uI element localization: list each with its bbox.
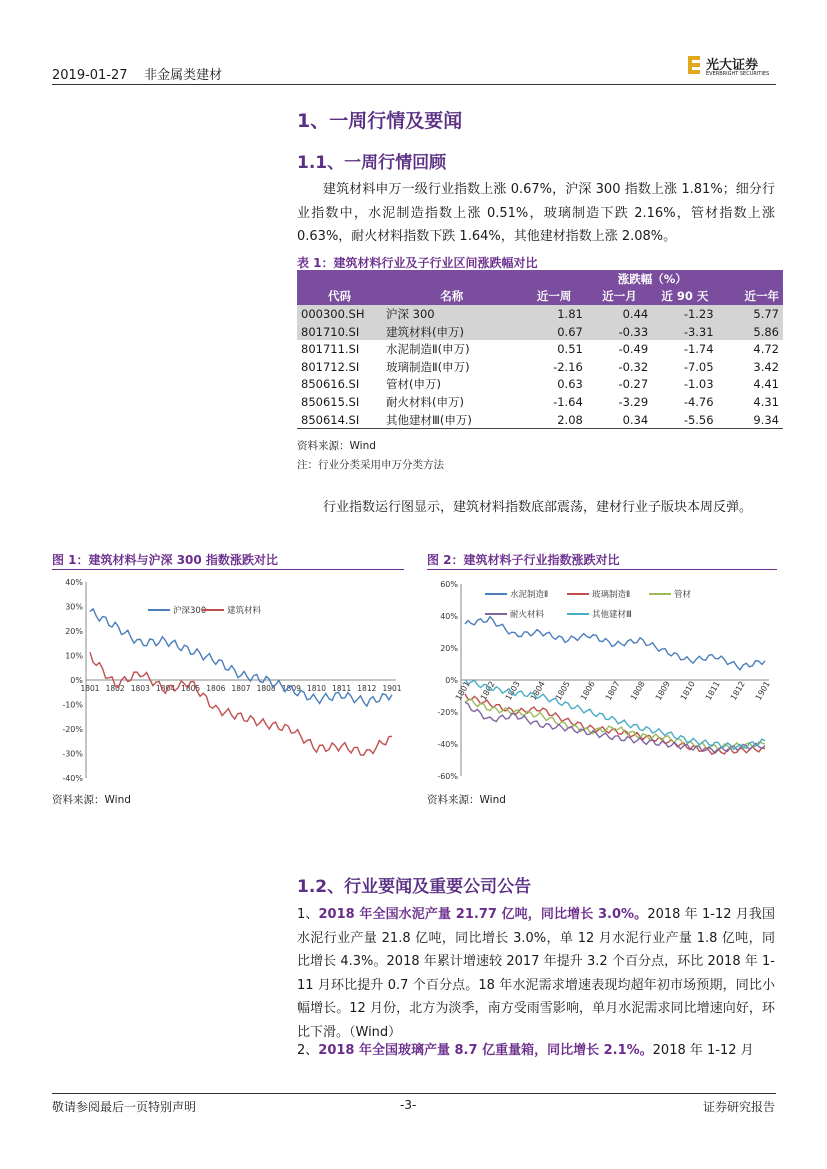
x-tick-label: 1810 (306, 684, 327, 693)
table-cell: 801712.SI (301, 359, 360, 374)
legend-label: 耐火材料 (510, 610, 545, 620)
table-cell: 5.77 (718, 305, 783, 323)
table-cell: 管材(申万) (385, 377, 441, 392)
legend-label: 玻璃制造Ⅱ (592, 590, 631, 600)
news-number: 1、 (297, 907, 319, 922)
x-tick-label: 1809 (281, 684, 301, 693)
x-tick-label: 1801 (80, 684, 100, 693)
col-header: 近一年 (718, 288, 783, 306)
y-tick-label: -10% (62, 700, 83, 710)
x-tick-label: 1803 (130, 684, 150, 693)
table-row (297, 323, 783, 341)
table-cell: 其他建材Ⅲ(申万) (382, 411, 521, 429)
table-cell: 801710.SI (297, 323, 382, 341)
y-tick-label: -20% (437, 708, 458, 717)
page-number: -3- (400, 1098, 417, 1112)
figure1-title: 图 1：建筑材料与沪深 300 指数涨跌对比 (52, 553, 278, 567)
table-cell: 850616.SI (301, 377, 360, 392)
table-cell: 0.63 (557, 377, 583, 392)
x-tick-label: 1901 (382, 684, 402, 693)
table-cell: -1.74 (683, 342, 714, 357)
series-line-1 (465, 617, 765, 670)
table-cell: 0.34 (587, 411, 652, 429)
news-headline: 2018 年全国玻璃产量 8.7 亿重量箱，同比增长 2.1%。 (318, 1043, 653, 1058)
news-item-2 (297, 1039, 775, 1063)
header-date-sector (52, 64, 222, 83)
table-row (297, 393, 783, 411)
table-cell: 沪深 300 (382, 305, 521, 323)
table-cell: 0.67 (521, 323, 586, 341)
table-cell: 4.41 (753, 377, 779, 392)
news-body: 2018 年 1-12 月我国水泥行业产量 21.8 亿吨，同比增长 3.0%，单 12 月水泥行业产量 1.8 亿吨，同比增长 4.3%。2018 年累计增速较 2017 年提升 3.2 个百分点，环比 2018 年 1-11 月环比提升 0.7 个百分点。18 年水泥需求增速表现均超年初市场预期，同比小幅增长。12 月份，北方为淡季，南方受雨雪影响，单月水泥需求同比增速向好，环比下滑。（Wind） (297, 907, 775, 1040)
legend-label: 水泥制造Ⅱ (510, 590, 549, 600)
col-header: 近一周 (521, 288, 586, 306)
x-tick-label: 1802 (105, 684, 125, 693)
figure1-source: 资料来源：Wind (52, 794, 131, 806)
header-date: 2019-01-27 (52, 68, 128, 83)
table-cell: -5.56 (652, 411, 717, 429)
table-cell: 耐火材料(申万) (385, 394, 464, 409)
figure1-divider (52, 569, 404, 570)
table-cell: 3.42 (753, 359, 779, 374)
x-tick-label: 1807 (231, 684, 251, 693)
chart-building-materials-vs-csi300 (52, 574, 404, 788)
section-title: 1、一周行情及要闻 (297, 110, 463, 132)
y-tick-label: 60% (440, 580, 458, 589)
y-tick-label: 0% (70, 676, 83, 685)
table-cell: -0.27 (618, 377, 649, 392)
x-tick-label: 1901 (753, 679, 772, 702)
figure2-source: 资料来源：Wind (427, 794, 506, 806)
y-tick-label: -40% (437, 740, 458, 749)
table-group-header-row (297, 270, 783, 288)
x-tick-label: 1812 (357, 684, 377, 693)
paragraph-text: 建筑材料申万一级行业指数上涨 0.67%，沪深 300 指数上涨 1.81%；细分行业指数中，水泥制造指数上涨 0.51%，玻璃制造下跌 2.16%，管材指数上涨 0.63%，耐火材料指数下跌 1.64%，其他建材指数上涨 2.08%。 (297, 182, 775, 244)
table-cell: -0.32 (618, 359, 649, 374)
x-tick-label: 1812 (728, 679, 747, 702)
company-logo (688, 52, 778, 82)
table-cell: 建筑材料(申万) (382, 323, 521, 341)
table-cell: 801711.SI (301, 342, 360, 357)
table-cell: -1.64 (553, 394, 583, 409)
x-tick-label: 1806 (578, 679, 597, 702)
y-tick-label: -30% (62, 749, 83, 759)
footer-report-type: 证券研究报告 (703, 1100, 776, 1114)
table-cell: 850615.SI (301, 394, 360, 409)
table-cell: 5.86 (718, 323, 783, 341)
x-tick-label: 1801 (453, 679, 472, 702)
footer-disclaimer: 敬请参阅最后一页特别声明 (52, 1100, 197, 1114)
y-tick-label: 0% (445, 676, 458, 685)
table-note: 注：行业分类采用申万分类方法 (297, 459, 444, 471)
table-cell: -7.05 (683, 359, 714, 374)
table-row (297, 305, 783, 323)
table-cell: -0.49 (618, 342, 649, 357)
table-cell: 2.08 (521, 411, 586, 429)
table-cell: -3.29 (618, 394, 649, 409)
table-cell: 0.51 (557, 342, 583, 357)
x-tick-label: 1806 (206, 684, 226, 693)
group-header: 涨跌幅（%） (521, 270, 783, 288)
header-divider (52, 84, 776, 85)
news-number: 2、 (297, 1043, 319, 1058)
table-source: 资料来源：Wind (297, 440, 376, 452)
table-cell: 850614.SI (297, 411, 382, 429)
legend-label: 沪深300 (173, 606, 207, 616)
col-header: 名称 (382, 288, 521, 306)
x-tick-label: 1802 (478, 679, 497, 702)
market-review-paragraph (297, 178, 775, 249)
subsection-title: 1.1、一周行情回顾 (297, 153, 447, 173)
x-tick-label: 1811 (703, 679, 722, 702)
logo-text: 光大证券 (706, 58, 759, 73)
x-tick-label: 1805 (181, 684, 201, 693)
x-tick-label: 1807 (603, 679, 622, 702)
y-tick-label: -20% (62, 725, 83, 734)
x-tick-label: 1808 (628, 679, 647, 702)
logo-subtext: EVERBRIGHT SECURITIES (706, 71, 770, 77)
table-cell: 4.31 (753, 394, 779, 409)
news-body: 2018 年 1-12 月 (652, 1043, 754, 1058)
y-tick-label: -60% (437, 772, 458, 781)
figure2-divider (427, 569, 777, 570)
table-row (297, 411, 783, 429)
series-line-2 (90, 652, 392, 755)
table-row (297, 340, 783, 358)
y-tick-label: 10% (65, 651, 83, 661)
series-line-3 (465, 699, 765, 750)
paragraph-text: 行业指数运行图显示，建筑材料指数底部震荡，建材行业子版块本周反弹。 (323, 500, 753, 515)
col-header: 代码 (297, 288, 382, 306)
table-row (297, 358, 783, 376)
header-sector: 非金属类建材 (144, 68, 223, 83)
y-tick-label: 20% (440, 644, 458, 653)
table-header-row (297, 288, 783, 306)
table-cell: -1.03 (683, 377, 714, 392)
x-tick-label: 1804 (155, 684, 176, 693)
x-tick-label: 1811 (332, 684, 352, 693)
chart-subsector-comparison (427, 574, 777, 788)
index-performance-table (297, 270, 783, 429)
table-cell: 1.81 (521, 305, 586, 323)
table-cell: -4.76 (683, 394, 714, 409)
col-header: 近一月 (587, 288, 652, 306)
y-tick-label: 40% (440, 612, 458, 621)
y-tick-label: -40% (62, 774, 83, 783)
index-chart-paragraph (297, 496, 775, 520)
figure2-title: 图 2：建筑材料子行业指数涨跌对比 (427, 553, 620, 567)
table-cell: 9.34 (718, 411, 783, 429)
x-tick-label: 1810 (678, 679, 697, 702)
table-cell: -1.23 (652, 305, 717, 323)
table-cell: -2.16 (553, 359, 583, 374)
legend-label: 建筑材料 (227, 606, 262, 616)
table-cell: -3.31 (652, 323, 717, 341)
col-header: 近 90 天 (652, 288, 717, 306)
footer-divider (52, 1093, 776, 1094)
table-title: 表 1：建筑材料行业及子行业区间涨跌幅对比 (297, 256, 538, 270)
table-cell: -0.33 (587, 323, 652, 341)
news-headline: 2018 年全国水泥产量 21.77 亿吨，同比增长 3.0%。 (318, 907, 648, 922)
x-tick-label: 1809 (653, 679, 672, 702)
table-cell: 水泥制造Ⅱ(申万) (385, 342, 470, 357)
y-tick-label: 30% (65, 602, 83, 612)
y-tick-label: 20% (65, 627, 83, 636)
x-tick-label: 1805 (553, 679, 572, 702)
x-tick-label: 1803 (503, 679, 522, 702)
table-cell: 玻璃制造Ⅱ(申万) (385, 359, 470, 374)
legend-label: 其他建材Ⅲ (592, 610, 632, 620)
legend-label: 管材 (674, 590, 692, 600)
table-cell: 000300.SH (297, 305, 382, 323)
table-row (297, 376, 783, 394)
y-tick-label: 40% (65, 578, 83, 587)
logo-mark-icon (688, 56, 700, 74)
table-cell: 4.72 (753, 342, 779, 357)
table-cell: 0.44 (587, 305, 652, 323)
x-tick-label: 1808 (256, 684, 276, 693)
x-tick-label: 1804 (528, 679, 547, 702)
news-item-1 (297, 903, 775, 1044)
subsection-title: 1.2、行业要闻及重要公司公告 (297, 877, 532, 897)
